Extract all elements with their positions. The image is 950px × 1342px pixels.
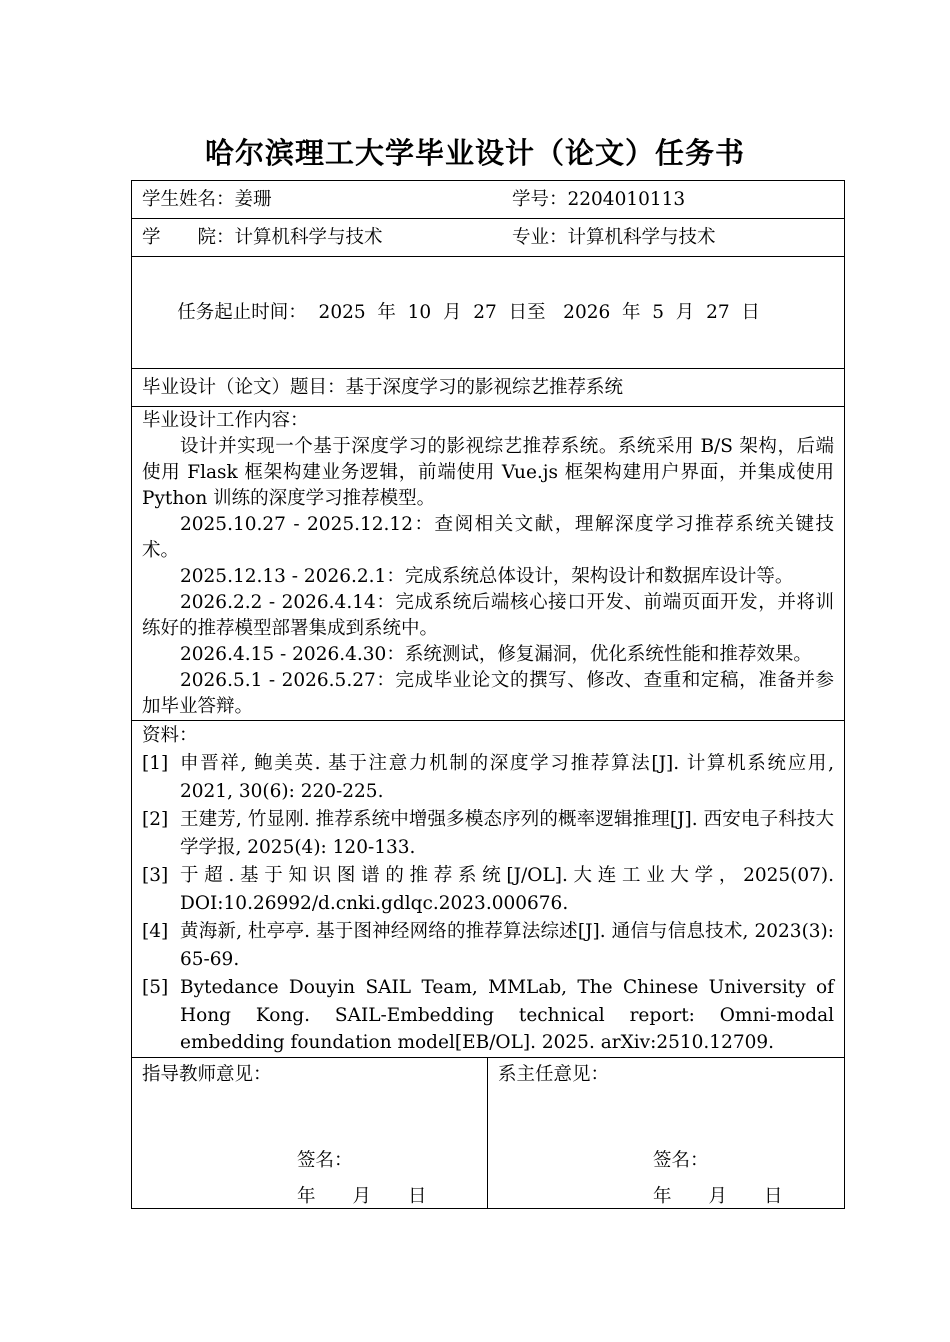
period-cell xyxy=(132,257,845,369)
advisor-opinion-cell xyxy=(132,1057,488,1208)
director-date-label: 年 月 日 xyxy=(653,1185,783,1207)
reference-item xyxy=(142,806,834,861)
opinions-row xyxy=(132,1057,845,1208)
thesis-topic: 毕业设计（论文）题目：基于深度学习的影视综艺推荐系统 xyxy=(142,377,624,398)
page-title: 哈尔滨理工大学毕业设计（论文）任务书 xyxy=(204,136,745,170)
reference-item xyxy=(142,750,834,805)
major-field: 专业：计算机科学与技术 xyxy=(512,227,716,248)
reference-item xyxy=(142,918,834,973)
work-paragraph: 2025.10.27 - 2025.12.12：查阅相关文献，理解深度学习推荐系统关键技术。 xyxy=(142,514,835,561)
work-paragraph: 2026.4.15 - 2026.4.30：系统测试，修复漏洞，优化系统性能和推荐效果。 xyxy=(180,644,812,665)
reference-number: [3] xyxy=(142,865,169,886)
work-content-row xyxy=(132,407,845,721)
reference-text: 王建芳, 竹显刚. 推荐系统中增强多模态序列的概率逻辑推理[J]. 西安电子科技大学学报, 2025(4): 120-133. xyxy=(180,809,835,858)
reference-number: [1] xyxy=(142,753,169,774)
student-name: 学生姓名：姜珊 xyxy=(142,189,272,210)
advisor-date-label: 年 月 日 xyxy=(297,1185,427,1207)
task-form-table xyxy=(131,180,845,1209)
references-row xyxy=(132,721,845,1058)
reference-text: 于超.基于知识图谱的推荐系统[J/OL].大连工业大学，2025(07). DOI:10.26992/d.cnki.gdlqc.2023.000676. xyxy=(180,865,835,914)
work-paragraph: 设计并实现一个基于深度学习的影视综艺推荐系统。系统采用 B/S 架构，后端使用 Flask 框架构建业务逻辑，前端使用 Vue.js 框架构建用户界面，并集成使用 Python 训练的深度学习推荐模型。 xyxy=(142,436,835,509)
topic-cell xyxy=(132,369,845,407)
student-id: 学号：2204010113 xyxy=(512,189,686,210)
reference-text: Bytedance Douyin SAIL Team, MMLab, The Chinese University of Hong Kong. SAIL-Embedding technical report: Omni-modal embedding foundation model[EB/OL]. 2025. arXiv:2510.12709. xyxy=(180,977,835,1053)
college-cell xyxy=(132,219,845,257)
work-paragraph: 2026.2.2 - 2026.4.14：完成系统后端核心接口开发、前端页面开发，并将训练好的推荐模型部署集成到系统中。 xyxy=(142,592,835,639)
work-content-cell xyxy=(132,407,845,721)
reference-item xyxy=(142,974,834,1057)
reference-number: [2] xyxy=(142,809,169,830)
references-heading: 资料： xyxy=(142,725,198,746)
work-content-heading: 毕业设计工作内容： xyxy=(142,410,309,431)
references-cell xyxy=(132,721,845,1058)
period-row xyxy=(132,257,845,369)
advisor-opinion-label: 指导教师意见： xyxy=(142,1063,272,1085)
reference-text: 黄海新, 杜亭亭. 基于图神经网络的推荐算法综述[J]. 通信与信息技术, 2023(3): 65-69. xyxy=(180,921,835,970)
reference-text: 申晋祥, 鲍美英. 基于注意力机制的深度学习推荐算法[J]. 计算机系统应用, 2021, 30(6): 220-225. xyxy=(180,753,835,802)
work-paragraph: 2026.5.1 - 2026.5.27：完成毕业论文的撰写、修改、查重和定稿，准备并参加毕业答辩。 xyxy=(142,670,835,717)
advisor-signature-label: 签名： xyxy=(297,1149,353,1171)
college-row xyxy=(132,219,845,257)
director-opinion-label: 系主任意见： xyxy=(498,1063,610,1085)
director-opinion-cell xyxy=(488,1057,845,1208)
student-cell xyxy=(132,181,845,219)
topic-row xyxy=(132,369,845,407)
student-row xyxy=(132,181,845,219)
college-field: 学 院：计算机科学与技术 xyxy=(142,227,383,248)
reference-number: [5] xyxy=(142,977,169,998)
director-signature-label: 签名： xyxy=(653,1149,709,1171)
task-period: 任务起止时间： 2025 年 10 月 27 日至 2026 年 5 月 27 日 xyxy=(177,302,760,323)
work-paragraph: 2025.12.13 - 2026.2.1：完成系统总体设计，架构设计和数据库设计等。 xyxy=(180,566,794,587)
reference-item xyxy=(142,862,834,917)
reference-number: [4] xyxy=(142,921,169,942)
